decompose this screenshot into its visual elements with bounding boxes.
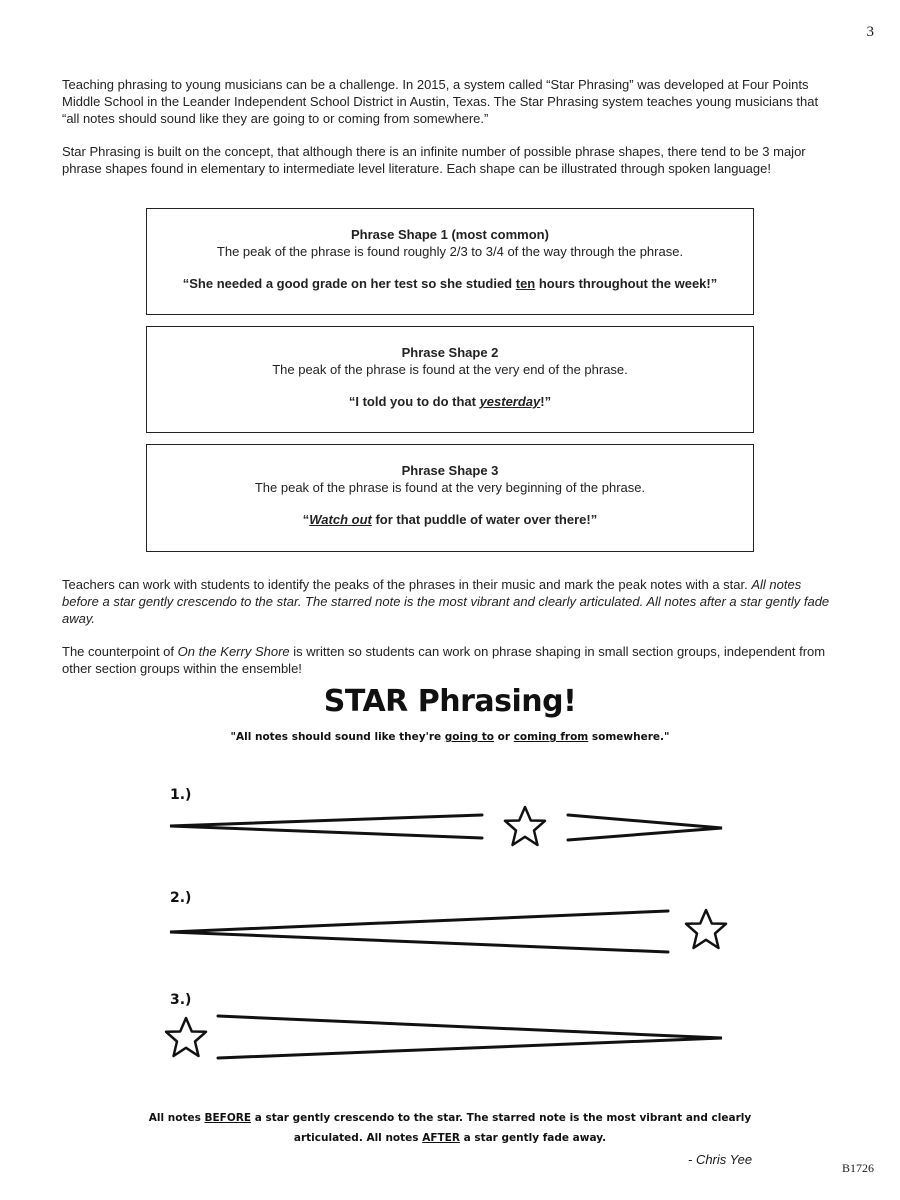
- phrase-shape-1-title: Phrase Shape 1 (most common): [351, 227, 549, 242]
- star-outline-icon: [505, 807, 545, 845]
- catalog-code: B1726: [841, 1161, 874, 1175]
- phrase-shape-3-peak-word: Watch out: [309, 512, 372, 527]
- shape-2-label: 2.): [170, 890, 192, 906]
- intro-paragraph-1: Teaching phrasing to young musicians can be a challenge. In 2015, a system called “Star Phrasing” was developed at Four Points Middle School in the Leander Independent School District in Austin, Texas. The Star Phrasing system teaches young musicians that “all notes should sound like they are going to or coming from somewhere.”: [62, 77, 819, 126]
- author-signature: - Chris Yee: [688, 1152, 753, 1167]
- phrase-shape-2-title: Phrase Shape 2: [401, 345, 499, 360]
- phrase-shapes-diagram: [0, 760, 900, 1100]
- counterpoint-paragraph: The counterpoint of On the Kerry Shore is written so students can work on phrase shaping in small section groups, independent from other section groups within the ensemble!: [62, 644, 826, 676]
- intro-paragraph-2: Star Phrasing is built on the concept, that although there is an infinite number of possible phrase shapes, there tend to be 3 major phrase shapes found in elementary to intermediate level literature. Each shape can be illustrated through spoken language!: [62, 144, 806, 176]
- phrase-shape-2-peak-word: yesterday: [479, 394, 541, 409]
- phrase-shape-1-quote: “She needed a good grade on her test so she studied ten hours throughout the week!”: [182, 276, 718, 291]
- phrase-shape-1-peak-word: ten: [515, 276, 536, 291]
- phrase-shape-3-desc: The peak of the phrase is found at the very beginning of the phrase.: [254, 480, 646, 495]
- shape-1-diagram: [170, 815, 722, 840]
- shape-1-label: 1.): [170, 787, 192, 803]
- page-number: 3: [866, 24, 874, 40]
- shape-3-label: 3.): [170, 992, 192, 1008]
- teachers-paragraph: Teachers can work with students to identify the peaks of the phrases in their music and mark the peak notes with a star. All notes before a star gently crescendo to the star. The starred note is the most vibrant and clearly articulated. All notes after a star gently fade away.: [62, 577, 830, 626]
- phrase-shape-3-box: [146, 444, 754, 552]
- shape-2-crescendo: [170, 911, 668, 952]
- star-phrasing-title: STAR Phrasing!: [323, 684, 577, 719]
- phrase-shape-3-title: Phrase Shape 3: [401, 463, 499, 478]
- shape-2-diagram: [170, 911, 668, 952]
- shape-1-decrescendo: [568, 815, 722, 840]
- piece-title: On the Kerry Shore: [177, 644, 290, 659]
- star-outline-icon: [686, 910, 726, 948]
- phrase-shape-3-quote: “Watch out for that puddle of water over there!”: [302, 512, 598, 527]
- phrase-shape-1-desc: The peak of the phrase is found roughly 2/3 to 3/4 of the way through the phrase.: [216, 244, 684, 259]
- star-phrasing-subtitle: "All notes should sound like they're going to or coming from somewhere.": [230, 731, 670, 743]
- phrase-shape-2-box: [146, 326, 754, 433]
- phrase-shape-2-quote: “I told you to do that yesterday!”: [348, 394, 552, 409]
- phrase-shape-1-box: [146, 208, 754, 315]
- star-phrasing-footnote: All notes BEFORE a star gently crescendo to the star. The starred note is the most vibrant and clearly articulated. All notes AFTER a star gently fade away.: [148, 1112, 752, 1144]
- phrase-shape-2-desc: The peak of the phrase is found at the very end of the phrase.: [272, 362, 628, 377]
- shape-3-decrescendo: [218, 1016, 722, 1058]
- star-outline-icon: [166, 1018, 206, 1056]
- shape-1-crescendo: [170, 815, 482, 838]
- shape-3-diagram: [218, 1016, 722, 1058]
